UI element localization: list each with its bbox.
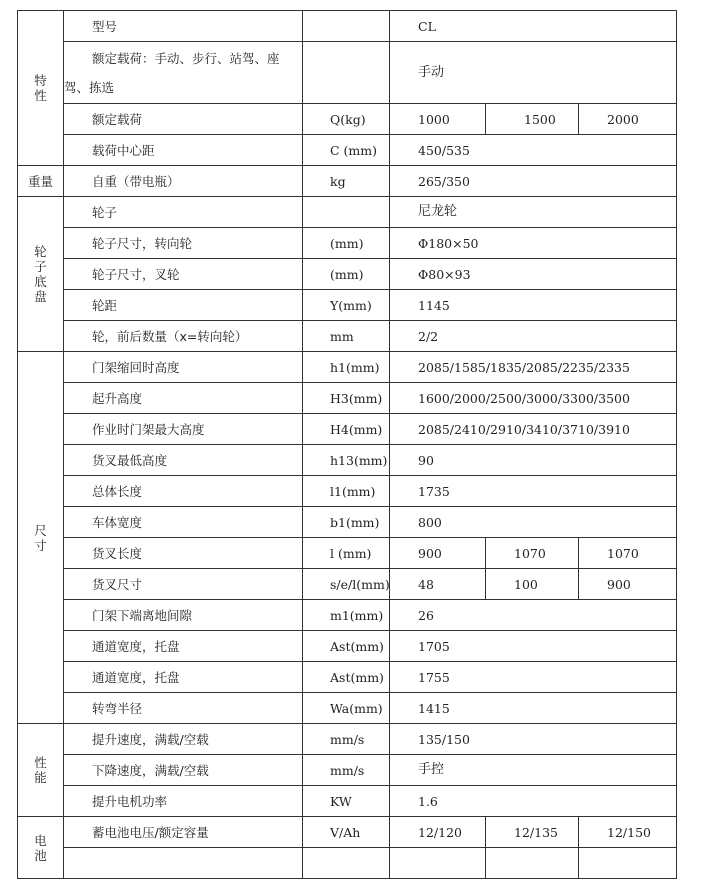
param-unit: mm/s (303, 755, 390, 786)
param-unit: KW (303, 786, 390, 817)
param-unit: C (mm) (303, 135, 390, 166)
param-unit: mm/s (303, 724, 390, 755)
param-name: 额定载荷：手动、步行、站驾、座驾、拣选 (64, 42, 303, 104)
param-unit: Ast(mm) (303, 662, 390, 693)
category-weight: 重量 (18, 166, 64, 197)
param-unit: mm (303, 321, 390, 352)
category-performance: 性 能 (18, 724, 64, 817)
param-unit: l1(mm) (303, 476, 390, 507)
row-fork-length (18, 538, 677, 569)
param-unit: Q(kg) (303, 104, 390, 135)
param-value: 135/150 (390, 724, 677, 755)
param-value: 2085/2410/2910/3410/3710/3910 (390, 414, 677, 445)
param-value-3: 12/150 (579, 817, 677, 848)
row-wheel-count (18, 321, 677, 352)
row-fork-size (18, 569, 677, 600)
param-name: 货叉尺寸 (64, 569, 303, 600)
param-name: 蓄电池电压/额定容量 (64, 817, 303, 848)
row-drive (18, 42, 677, 104)
param-value: Φ80×93 (390, 259, 677, 290)
param-unit: H4(mm) (303, 414, 390, 445)
param-name: 总体长度 (64, 476, 303, 507)
row-aisle-width-2 (18, 662, 677, 693)
param-value: 1145 (390, 290, 677, 321)
row-lift-speed (18, 724, 677, 755)
param-unit: H3(mm) (303, 383, 390, 414)
empty-cell (486, 848, 579, 879)
param-value-2: 1070 (486, 538, 579, 569)
param-name: 轮，前后数量（x=转向轮） (64, 321, 303, 352)
row-model (18, 11, 677, 42)
param-value-2: 100 (486, 569, 579, 600)
param-name: 通道宽度，托盘 (64, 631, 303, 662)
param-value: 1735 (390, 476, 677, 507)
row-total-length (18, 476, 677, 507)
param-unit (303, 197, 390, 228)
param-value: 尼龙轮 (390, 197, 677, 228)
row-lift-motor (18, 786, 677, 817)
param-value: 265/350 (390, 166, 677, 197)
param-unit (303, 11, 390, 42)
row-empty (18, 848, 677, 879)
row-mast-lowered (18, 352, 677, 383)
row-body-width (18, 507, 677, 538)
param-name: 通道宽度，托盘 (64, 662, 303, 693)
param-name: 转弯半径 (64, 693, 303, 724)
param-unit: h13(mm) (303, 445, 390, 476)
param-unit (303, 42, 390, 104)
param-name: 门架下端离地间隙 (64, 600, 303, 631)
param-name: 轮子 (64, 197, 303, 228)
param-unit: b1(mm) (303, 507, 390, 538)
param-unit: Wa(mm) (303, 693, 390, 724)
param-name: 轮子尺寸，转向轮 (64, 228, 303, 259)
param-value: 1755 (390, 662, 677, 693)
param-value-3: 2000 (579, 104, 677, 135)
param-value: 90 (390, 445, 677, 476)
category-wheels: 轮 子 底 盘 (18, 197, 64, 352)
row-ground-clearance (18, 600, 677, 631)
category-battery: 电 池 (18, 817, 64, 879)
param-name: 型号 (64, 11, 303, 42)
param-value: 2085/1585/1835/2085/2235/2335 (390, 352, 677, 383)
param-value: 2/2 (390, 321, 677, 352)
empty-cell (579, 848, 677, 879)
param-unit: m1(mm) (303, 600, 390, 631)
param-value-1: 12/120 (390, 817, 486, 848)
param-value-1: 1000 (390, 104, 486, 135)
row-fork-lowered (18, 445, 677, 476)
param-unit: (mm) (303, 228, 390, 259)
param-unit: h1(mm) (303, 352, 390, 383)
param-name: 车体宽度 (64, 507, 303, 538)
param-value-1: 900 (390, 538, 486, 569)
row-fork-wheel (18, 259, 677, 290)
row-self-weight (18, 166, 677, 197)
param-value-3: 1070 (579, 538, 677, 569)
param-name: 轮距 (64, 290, 303, 321)
param-name: 货叉长度 (64, 538, 303, 569)
row-battery (18, 817, 677, 848)
row-wheelbase (18, 290, 677, 321)
empty-cell (303, 848, 390, 879)
param-value-1: 48 (390, 569, 486, 600)
param-name: 自重（带电瓶） (64, 166, 303, 197)
param-unit: kg (303, 166, 390, 197)
param-value-2: 12/135 (486, 817, 579, 848)
param-name: 门架缩回时高度 (64, 352, 303, 383)
param-value: CL (390, 11, 677, 42)
empty-cell (390, 848, 486, 879)
param-value: 手控 (390, 755, 677, 786)
category-dimensions: 尺 寸 (18, 352, 64, 724)
row-rated-load (18, 104, 677, 135)
param-unit: Y(mm) (303, 290, 390, 321)
param-value: 450/535 (390, 135, 677, 166)
param-name: 额定载荷 (64, 104, 303, 135)
param-name: 货叉最低高度 (64, 445, 303, 476)
param-value: 26 (390, 600, 677, 631)
param-unit: V/Ah (303, 817, 390, 848)
param-name: 轮子尺寸，叉轮 (64, 259, 303, 290)
row-mast-extended (18, 414, 677, 445)
param-name: 提升电机功率 (64, 786, 303, 817)
category-features: 特 性 (18, 11, 64, 166)
param-value: 1705 (390, 631, 677, 662)
row-steer-wheel (18, 228, 677, 259)
param-unit: Ast(mm) (303, 631, 390, 662)
empty-cell (64, 848, 303, 879)
param-name: 作业时门架最大高度 (64, 414, 303, 445)
row-lift-height (18, 383, 677, 414)
param-name: 下降速度，满载/空载 (64, 755, 303, 786)
param-unit: (mm) (303, 259, 390, 290)
param-name: 起升高度 (64, 383, 303, 414)
row-lower-speed (18, 755, 677, 786)
param-name: 提升速度，满载/空载 (64, 724, 303, 755)
param-unit: s/e/l(mm) (303, 569, 390, 600)
row-wheel (18, 197, 677, 228)
row-load-center (18, 135, 677, 166)
param-value: Φ180×50 (390, 228, 677, 259)
param-value: 800 (390, 507, 677, 538)
param-value: 1415 (390, 693, 677, 724)
param-name: 载荷中心距 (64, 135, 303, 166)
param-value: 1600/2000/2500/3000/3300/3500 (390, 383, 677, 414)
row-turn-radius (18, 693, 677, 724)
param-value-2: 1500 (486, 104, 579, 135)
param-value: 1.6 (390, 786, 677, 817)
param-unit: l (mm) (303, 538, 390, 569)
row-aisle-width-1 (18, 631, 677, 662)
param-value-3: 900 (579, 569, 677, 600)
spec-table (17, 10, 677, 879)
param-value: 手动 (390, 42, 677, 104)
